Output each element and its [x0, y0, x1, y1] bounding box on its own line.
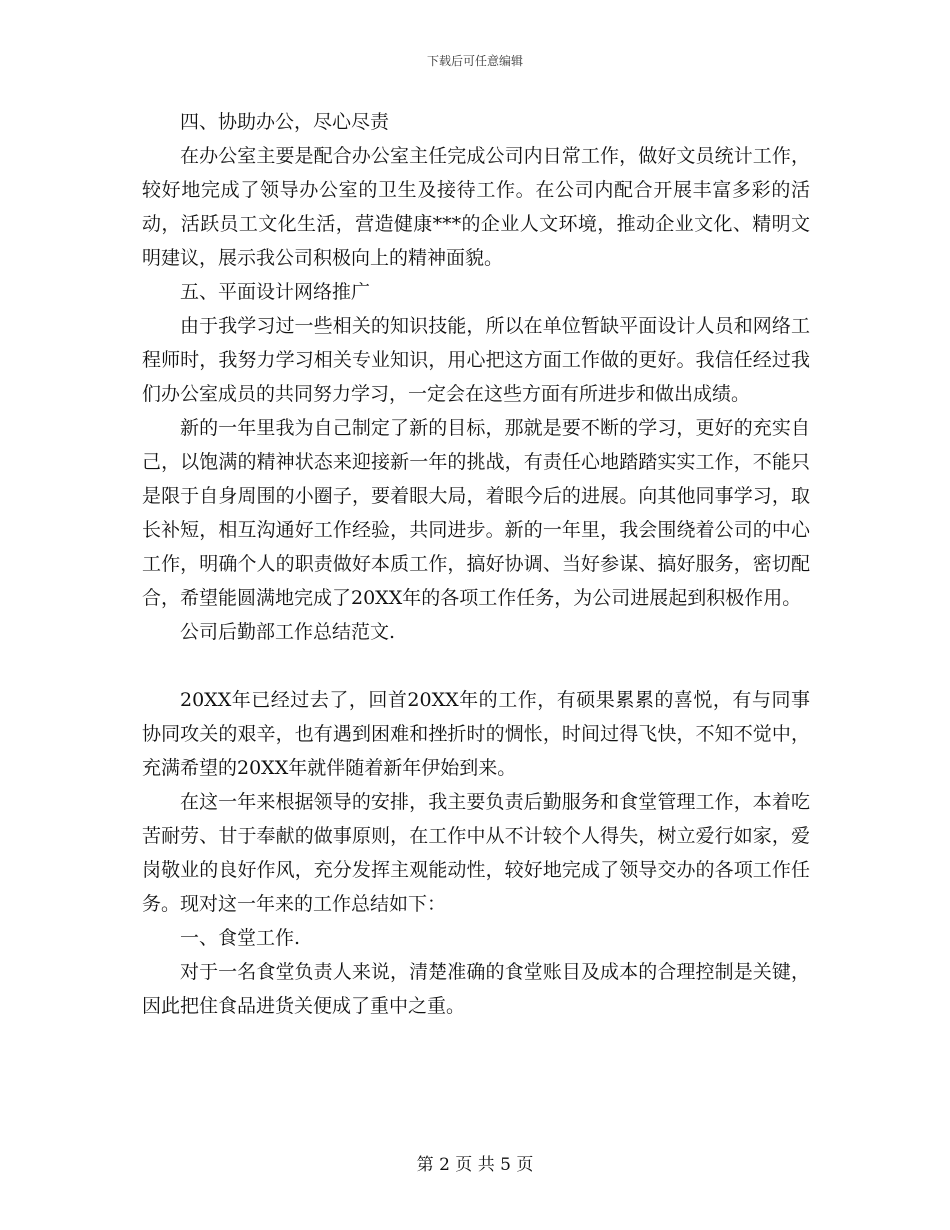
section-heading: 四、协助办公，尽心尽责 [180, 111, 390, 133]
blank-line [142, 649, 810, 683]
body-paragraph: 由于我学习过一些相关的知识技能，所以在单位暂缺平面设计人员和网络工程师时，我努力学习相关专业知识，用心把这方面工作做的更好。我信任经过我们办公室成员的共同努力学习，一定会在这些方面有所进步和做出成绩。 [142, 315, 810, 405]
body-paragraph: 对于一名食堂负责人来说，清楚准确的食堂账目及成本的合理控制是关键，因此把住食品进货关便成了重中之重。 [142, 961, 810, 1017]
body-paragraph: 新的一年里我为自己制定了新的目标，那就是要不断的学习，更好的充实自己，以饱满的精神状态来迎接新一年的挑战，有责任心地踏踏实实工作，不能只是限于自身周围的小圈子，要着眼大局，着眼今后的进展。向其他同事学习，取长补短，相互沟通好工作经验，共同进步。新的一年里，我会围绕着公司的中心工作，明确个人的职责做好本质工作，搞好协调、当好参谋、搞好服务，密切配合，希望能圆满地完成了20XX年的各项工作任务，为公司进展起到积极作用。 [142, 417, 810, 609]
document-body [142, 105, 810, 1023]
page-header: 下载后可任意编辑 [426, 54, 523, 68]
body-paragraph: 20XX年已经过去了，回首20XX年的工作，有硕果累累的喜悦，有与同事协同攻关的艰辛，也有遇到困难和挫折时的惆怅，时间过得飞快，不知不觉中，充满希望的20XX年就伴随着新年伊始到来。 [142, 689, 810, 779]
section-heading: 五、平面设计网络推广 [180, 281, 371, 303]
section-heading: 一、食堂工作. [180, 927, 301, 949]
document-subtitle: 公司后勤部工作总结范文. [180, 621, 396, 643]
page-number: 第 2 页 共 5 页 [416, 1155, 534, 1175]
body-paragraph: 在这一年来根据领导的安排，我主要负责后勤服务和食堂管理工作，本着吃苦耐劳、甘于奉献的做事原则，在工作中从不计较个人得失，树立爱行如家，爱岗敬业的良好作风，充分发挥主观能动性，较好地完成了领导交办的各项工作任务。现对这一年来的工作总结如下： [142, 791, 810, 915]
body-paragraph: 在办公室主要是配合办公室主任完成公司内日常工作，做好文员统计工作，较好地完成了领导办公室的卫生及接待工作。在公司内配合开展丰富多彩的活动，活跃员工文化生活，营造健康***的企业人文环境，推动企业文化、精明文明建议，展示我公司积极向上的精神面貌。 [142, 145, 810, 269]
